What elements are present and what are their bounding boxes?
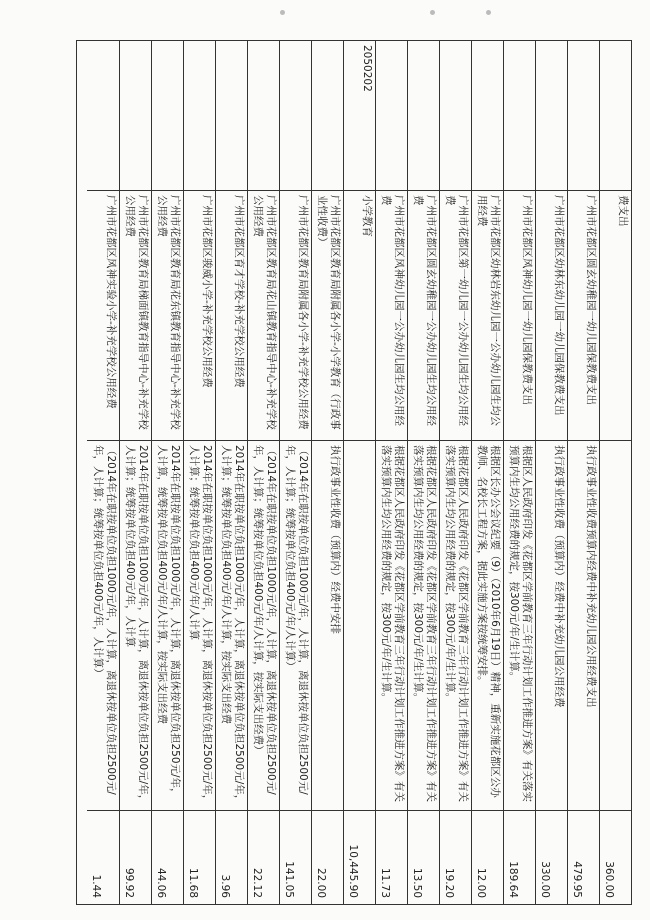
row-description: 2014年在职按单位负担1000元/年，人计算，离退休按单位负担2500元/年，人计算；统筹按单位负担400元/年/人计算 (184, 441, 215, 811)
row-description: 执行政事业性收费（预算内）经费中安排 (312, 441, 343, 811)
row-amount: 99.92 (123, 867, 135, 898)
row-item-name: 费支出 (600, 191, 631, 441)
row-amount: 22.00 (315, 867, 327, 898)
table-row (343, 41, 375, 904)
row-amount: 479.95 (571, 861, 583, 898)
row-code (504, 41, 535, 191)
row-code (472, 41, 503, 191)
table-row (599, 41, 631, 904)
row-item-name: 广州市花都区教育局梯面镇教育指导中心-补充学校公用经费 (120, 191, 151, 441)
row-description: （2014年在职按单位负担1000元/年，人计算，离退休按单位负担2500元/年，人计算；统筹按单位负担400元/年，人计算） (87, 441, 119, 811)
punch-hole-icon (486, 10, 491, 15)
table-row (311, 41, 343, 904)
row-amount: 44.06 (155, 867, 167, 898)
row-description: 执行政事业性收费预算内经费中补充幼儿园公用经费支出 (568, 441, 599, 811)
table-row (87, 41, 119, 904)
row-item-name: 广州市花都区风神幼儿园一幼儿园保教费支出 (504, 191, 535, 441)
table-row (151, 41, 183, 904)
row-amount: 22.12 (251, 867, 263, 898)
row-item-name: 广州市花都区幼林东幼儿园一幼儿园保教费支出 (536, 191, 567, 441)
row-description: 根据花都区人民政府印发《花都区学前教育三年行动计划工作推进方案》有关落实预算内生均公用经费的规定，按300元/年/生计算。 (376, 441, 407, 811)
row-description: 2014年在职按单位负担1000元/年，人计算，离退休按单位负担2500元/年，人计算；统筹按单位负担400元/年，人计算 (120, 441, 151, 811)
row-item-name: 广州市花都区第一幼儿园一公办幼儿园生均公用经费 (440, 191, 471, 441)
table-row (183, 41, 215, 904)
table-row (407, 41, 439, 904)
row-code (120, 41, 151, 191)
row-amount: 19.20 (443, 867, 455, 898)
row-code (568, 41, 599, 191)
table-row (375, 41, 407, 904)
row-code (408, 41, 439, 191)
row-description: 根据区长办公会议纪要（9）（2010年6月19日）精神，重新实施花都区公办教师、名校长工程方案，据此实施方案按统筹安排。 (472, 441, 503, 811)
row-description (600, 441, 631, 811)
row-item-name: 广州市花都区风神幼儿园一公办幼儿园生均公用经费 (376, 191, 407, 441)
row-amount: 11.68 (187, 867, 199, 898)
row-amount: 10,445.90 (347, 844, 359, 898)
row-item-name: 小学教育 (344, 191, 375, 441)
table-row (247, 41, 279, 904)
row-item-name: 广州市花都区育才学校-补充学校公用经费 (216, 191, 247, 441)
row-description: （2014年在职按单位负担1000元/年，人计算，离退休按单位负担2500元/年，人计算；统筹按单位负担400元/年/人计算，按实际支出经费） (248, 441, 279, 811)
row-item-name: 广州市花都区教育局附属各小学-小学教育（行政事业性收费） (312, 191, 343, 441)
table-row (535, 41, 567, 904)
row-description: 根据区人民政府印发《花都区学前教育三年行动计划工作推进方案》有关落实预算内生均公用经费的规定，按300元/年/生计算。 (504, 441, 535, 811)
row-description: 2014年在职按单位负担1000元/年，人计算，离退休按单位负担2500元/年，人计算；统筹按单位负担400元/年/人计算，按实际支出经费 (216, 441, 247, 811)
row-code (440, 41, 471, 191)
table-row (471, 41, 503, 904)
row-code (87, 41, 119, 191)
row-item-name: 广州市花都区风神实验小学-补充学校公用经费 (87, 191, 119, 441)
budget-table (76, 40, 632, 905)
row-description (344, 441, 375, 811)
table-row (503, 41, 535, 904)
row-description: 2014年在职按单位负担1000元/年，人计算，离退休按单位负担250元/年，人计算，统筹按单位负担400元/年/人计算，按实际支出经费 (152, 441, 183, 811)
table-row (215, 41, 247, 904)
row-amount: 189.64 (507, 861, 519, 898)
row-amount: 3.96 (219, 874, 231, 898)
row-code (248, 41, 279, 191)
row-amount: 330.00 (539, 861, 551, 898)
row-code (216, 41, 247, 191)
row-amount: 12.00 (475, 867, 487, 898)
row-amount: 13.50 (411, 867, 423, 898)
row-item-name: 广州市花都区教育局花山镇教育指导中心-补充学校公用经费 (248, 191, 279, 441)
row-item-name: 广州市花都区教育局附属各小学-补充学校公用经费 (280, 191, 311, 441)
row-amount: 1.44 (90, 874, 102, 898)
table-row (119, 41, 151, 904)
scan-artifacts (0, 0, 650, 30)
row-code (312, 41, 343, 191)
row-description: （2014年在职按单位负担1000元/年，人计算，离退休按单位负担2500元/年，人计算；统筹按单位负担400元/年/人计算） (280, 441, 311, 811)
row-code (152, 41, 183, 191)
table-row (439, 41, 471, 904)
row-item-name: 广州市花都区骏威小学-补充学校公用经费 (184, 191, 215, 441)
row-description: 执行政事业性收费（预算内）经费中补充幼儿园公用经费 (536, 441, 567, 811)
punch-hole-icon (430, 10, 435, 15)
row-amount: 141.05 (283, 861, 295, 898)
table-row (567, 41, 599, 904)
row-amount: 360.00 (603, 861, 615, 898)
row-code (376, 41, 407, 191)
row-description: 根据花都区人民政府印发《花都区学前教育三年行动计划工作推进方案》有关落实预算内生均公用经费的规定，按300元/年/生计算。 (440, 441, 471, 811)
row-code: 2050202 (344, 41, 375, 191)
row-item-name: 广州市花都区教育局花东镇教育指导中心-补充学校公用经费 (152, 191, 183, 441)
row-code (536, 41, 567, 191)
row-amount: 11.73 (379, 867, 391, 898)
row-code (184, 41, 215, 191)
row-code (280, 41, 311, 191)
row-item-name: 广州市花都区圆玄幼稚园一幼儿园保教费支出 (568, 191, 599, 441)
row-item-name: 广州市花都区幼林岩东幼儿园一公办幼儿园生均公用经费 (472, 191, 503, 441)
table-row (279, 41, 311, 904)
row-code (600, 41, 631, 191)
row-description: 根据花都区人民政府印发《花都区学前教育三年行动计划工作推进方案》有关落实预算内生均公用经费的规定，按300元/年/生计算。 (408, 441, 439, 811)
row-item-name: 广州市花都区圆玄幼稚园一公办幼儿园生均公用经费 (408, 191, 439, 441)
punch-hole-icon (280, 10, 285, 15)
